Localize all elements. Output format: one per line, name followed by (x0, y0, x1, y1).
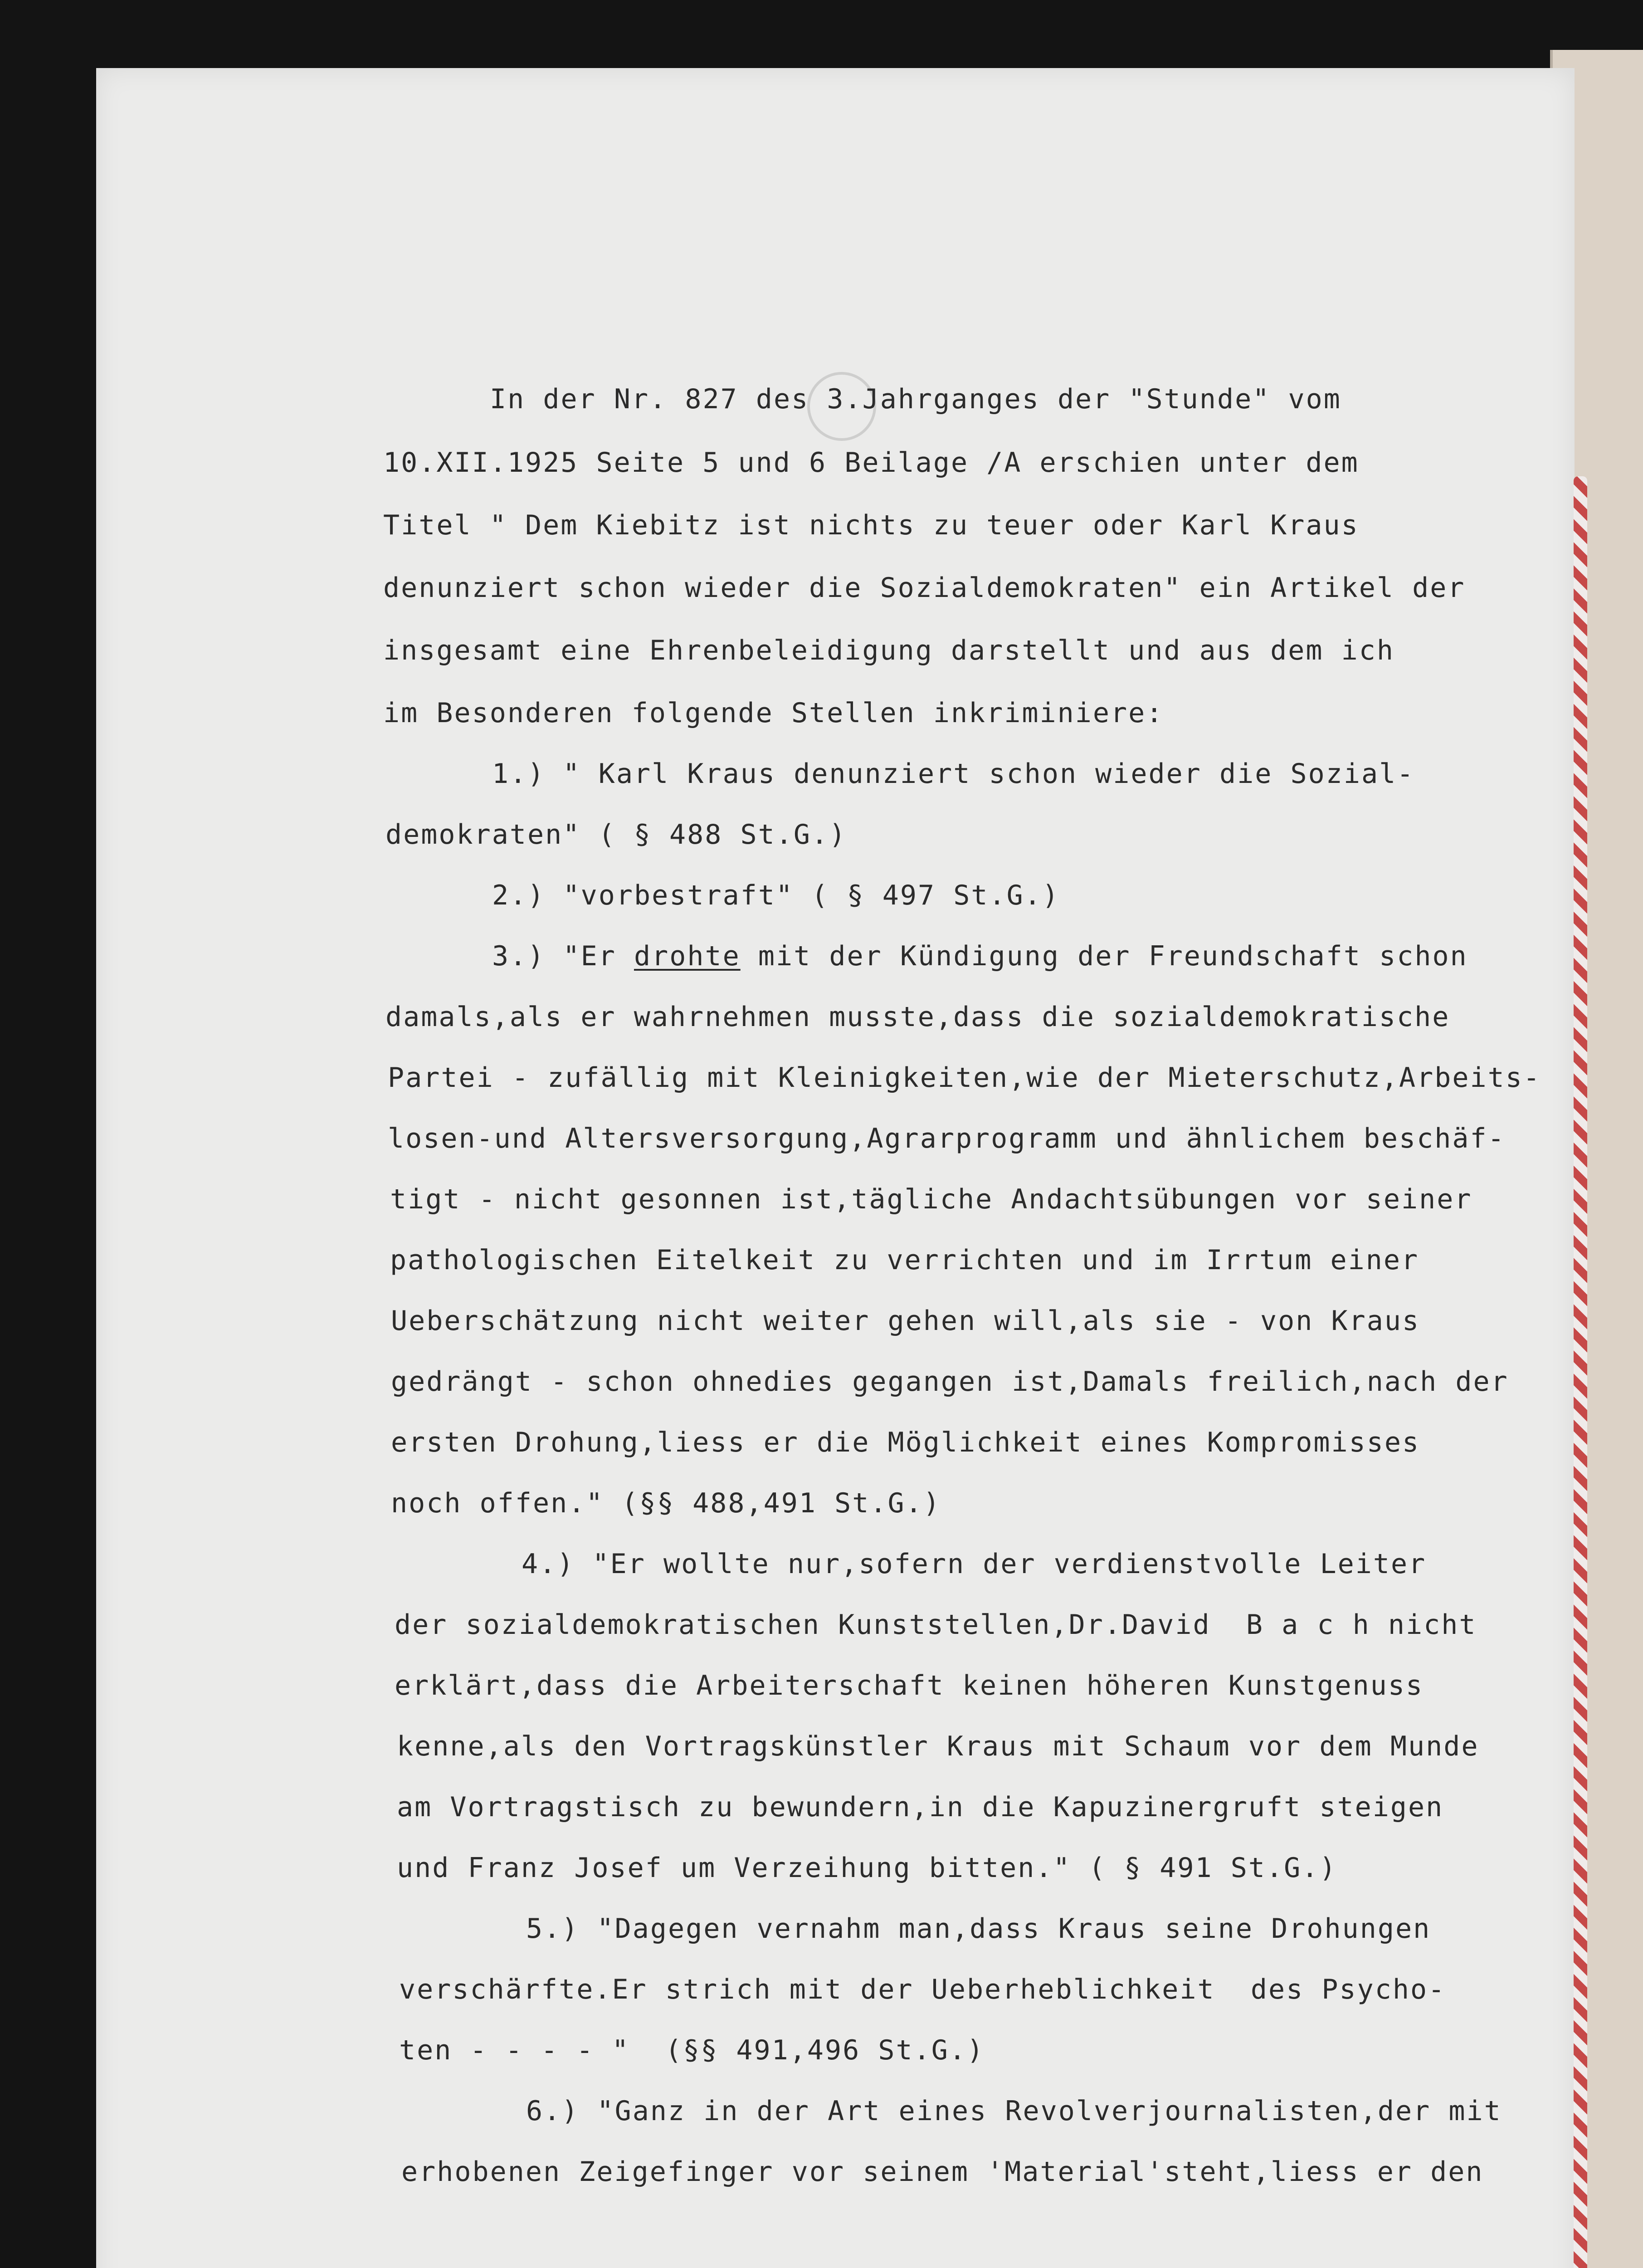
item-3-line-10: noch offen." (§§ 488,491 St.G.) (391, 1487, 941, 1519)
item-4-line-1: 4.) "Er wollte nur,sofern der verdienstvolle Leiter (522, 1548, 1427, 1580)
item-3-prefix: 3.) "Er (492, 940, 634, 972)
item-3-line-4: losen-und Altersversorgung,Agrarprogramm und ähnlichem beschäf- (388, 1123, 1506, 1154)
item-4-line-2: der sozialdemokratischen Kunststellen,Dr.David B a c h nicht (395, 1609, 1477, 1641)
item-4-line-6: und Franz Josef um Verzeihung bitten." ( § 491 St.G.) (397, 1852, 1337, 1884)
text-line-6: im Besonderen folgende Stellen inkriminiere: (383, 697, 1164, 729)
text-line-5: insgesamt eine Ehrenbeleidigung darstellt und aus dem ich (383, 635, 1395, 666)
item-1-line-2: demokraten" ( § 488 St.G.) (385, 819, 847, 850)
item-3-line-1 (492, 940, 1468, 972)
item-4-line-3: erklärt,dass die Arbeiterschaft keinen höheren Kunstgenuss (395, 1670, 1424, 1701)
item-5-line-2: verschärfte.Er strich mit der Ueberheblichkeit des Psycho- (399, 1974, 1446, 2005)
item-3-line-2: damals,als er wahrnehmen musste,dass die sozialdemokratische (385, 1001, 1450, 1033)
item-3-line-5: tigt - nicht gesonnen ist,tägliche Andachtsübungen vor seiner (390, 1183, 1472, 1215)
underlined-word: drohte (634, 940, 741, 972)
item-4-line-5: am Vortragstisch zu bewundern,in die Kapuzinergruft steigen (397, 1791, 1444, 1823)
item-6-line-2: erhobenen Zeigefinger vor seinem 'Material'steht,liess er den (401, 2156, 1484, 2188)
item-6-line-1: 6.) "Ganz in der Art eines Revolverjournalisten,der mit (526, 2095, 1502, 2127)
item-3-line-7: Ueberschätzung nicht weiter gehen will,als sie - von Kraus (391, 1305, 1420, 1337)
text-line-1: In der Nr. 827 des 3.Jahrganges der "Stunde" vom (490, 383, 1341, 415)
item-3-line-6: pathologischen Eitelkeit zu verrichten und im Irrtum einer (390, 1244, 1419, 1276)
text-line-4: denunziert schon wieder die Sozialdemokraten" ein Artikel der (383, 572, 1466, 604)
text-line-2: 10.XII.1925 Seite 5 und 6 Beilage /A erschien unter dem (383, 447, 1359, 479)
text-line-3: Titel " Dem Kiebitz ist nichts zu teuer oder Karl Kraus (383, 509, 1359, 541)
item-4-line-4: kenne,als den Vortragskünstler Kraus mit Schaum vor dem Munde (397, 1730, 1479, 1762)
item-5-line-1: 5.) "Dagegen vernahm man,dass Kraus seine Drohungen (526, 1913, 1431, 1945)
item-3-line-9: ersten Drohung,liess er die Möglichkeit eines Kompromisses (391, 1427, 1420, 1458)
item-3-rest: mit der Kündigung der Freundschaft schon (740, 940, 1468, 972)
item-3-line-3: Partei - zufällig mit Kleinigkeiten,wie der Mieterschutz,Arbeits- (388, 1062, 1541, 1094)
item-3-line-8: gedrängt - schon ohnedies gegangen ist,Damals freilich,nach der (391, 1366, 1509, 1398)
binding-string (1574, 476, 1587, 2268)
item-2-line-1: 2.) "vorbestraft" ( § 497 St.G.) (492, 880, 1060, 911)
item-5-line-3: ten - - - - " (§§ 491,496 St.G.) (399, 2034, 985, 2066)
item-1-line-1: 1.) " Karl Kraus denunziert schon wieder die Sozial- (492, 758, 1415, 790)
